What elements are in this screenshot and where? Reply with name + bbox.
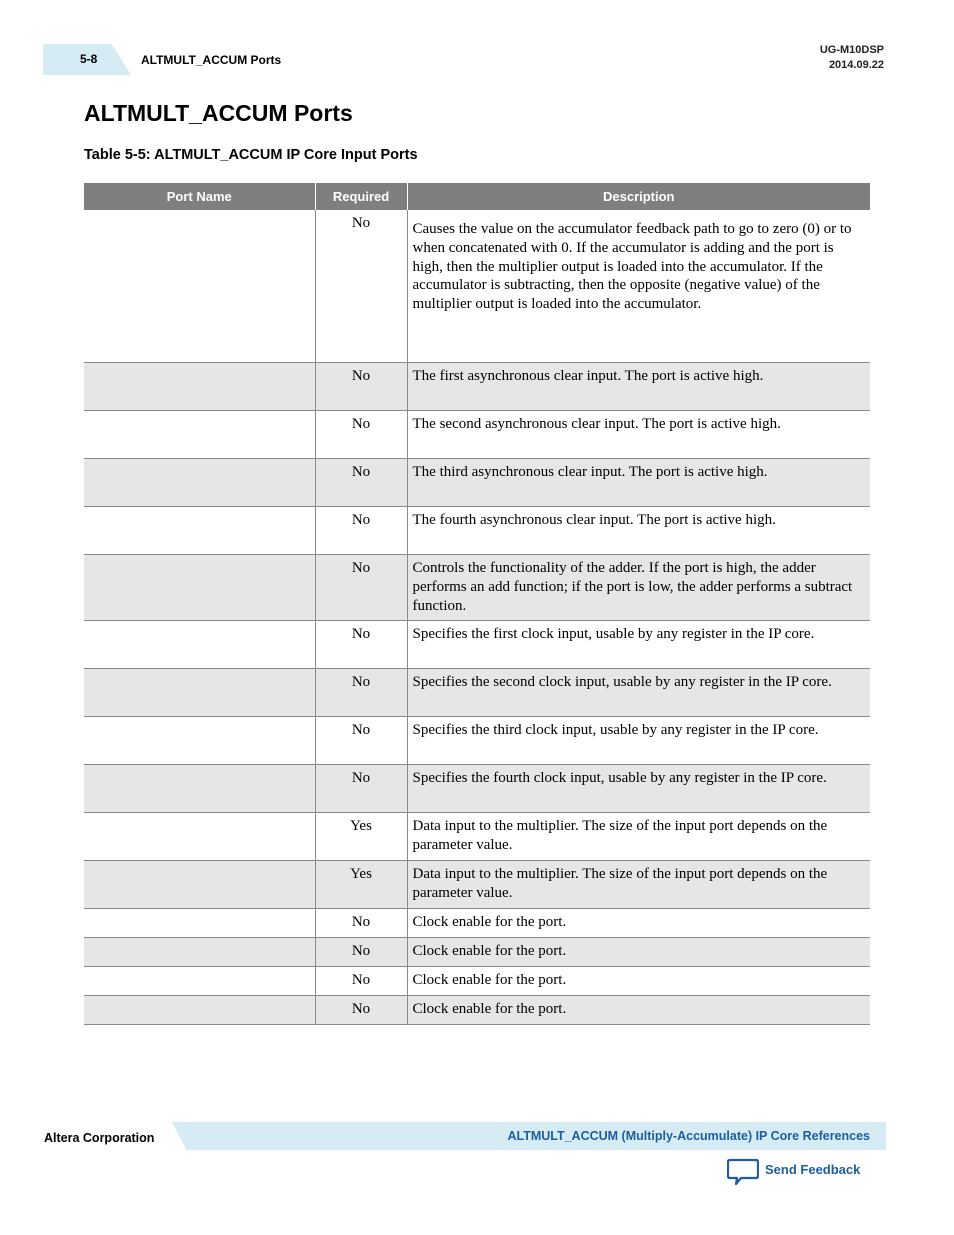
port-name-cell <box>84 861 315 909</box>
send-feedback-link[interactable] <box>727 1158 860 1188</box>
table-header-row <box>84 183 870 210</box>
required-cell: Yes <box>315 813 407 861</box>
required-cell: No <box>315 459 407 507</box>
required-cell: No <box>315 717 407 765</box>
table-row <box>84 210 870 363</box>
table-row <box>84 555 870 621</box>
required-cell: No <box>315 621 407 669</box>
port-name-cell <box>84 996 315 1025</box>
table-caption: Table 5-5: ALTMULT_ACCUM IP Core Input Ports <box>84 147 418 163</box>
required-cell: No <box>315 363 407 411</box>
port-name-cell <box>84 717 315 765</box>
port-name-cell <box>84 621 315 669</box>
required-cell: No <box>315 411 407 459</box>
table-row <box>84 411 870 459</box>
description-cell: Data input to the multiplier. The size of the input port depends on the parameter value. <box>407 813 870 861</box>
header-section-title: ALTMULT_ACCUM Ports <box>141 53 282 67</box>
port-name-cell <box>84 555 315 621</box>
description-cell: Clock enable for the port. <box>407 909 870 938</box>
column-header-port-name: Port Name <box>84 183 315 210</box>
description-cell: Controls the functionality of the adder. If the port is high, the adder performs an add function; if the port is low, the adder performs a subtract function. <box>407 555 870 621</box>
required-cell: No <box>315 967 407 996</box>
footer-company: Altera Corporation <box>44 1131 155 1145</box>
description-cell: The third asynchronous clear input. The port is active high. <box>407 459 870 507</box>
description-cell: Specifies the second clock input, usable by any register in the IP core. <box>407 669 870 717</box>
table-row <box>84 909 870 938</box>
header-doc-info <box>820 43 884 73</box>
port-name-cell <box>84 459 315 507</box>
description-cell: Clock enable for the port. <box>407 938 870 967</box>
required-cell: No <box>315 669 407 717</box>
port-name-cell <box>84 363 315 411</box>
required-cell: Yes <box>315 861 407 909</box>
required-cell: No <box>315 210 407 363</box>
description-cell: Specifies the fourth clock input, usable by any register in the IP core. <box>407 765 870 813</box>
description-cell: Specifies the third clock input, usable by any register in the IP core. <box>407 717 870 765</box>
description-cell: The first asynchronous clear input. The port is active high. <box>407 363 870 411</box>
description-cell: The fourth asynchronous clear input. The port is active high. <box>407 507 870 555</box>
required-cell: No <box>315 507 407 555</box>
table-row <box>84 621 870 669</box>
port-name-cell <box>84 210 315 363</box>
send-feedback-label: Send Feedback <box>765 1162 861 1177</box>
port-name-cell <box>84 909 315 938</box>
page-number: 5-8 <box>80 52 98 66</box>
table-row <box>84 861 870 909</box>
required-cell: No <box>315 909 407 938</box>
description-cell: The second asynchronous clear input. The port is active high. <box>407 411 870 459</box>
port-name-cell <box>84 765 315 813</box>
required-cell: No <box>315 765 407 813</box>
doc-id: UG-M10DSP <box>819 44 884 56</box>
input-ports-table <box>84 183 870 1025</box>
description-cell: Specifies the first clock input, usable by any register in the IP core. <box>407 621 870 669</box>
speech-bubble-icon <box>727 1158 759 1186</box>
table-row <box>84 813 870 861</box>
port-name-cell <box>84 967 315 996</box>
required-cell: No <box>315 938 407 967</box>
table-row <box>84 996 870 1025</box>
port-name-cell <box>84 411 315 459</box>
column-header-required: Required <box>315 183 407 210</box>
required-cell: No <box>315 996 407 1025</box>
doc-date: 2014.09.22 <box>828 59 884 71</box>
table-row <box>84 938 870 967</box>
table-row <box>84 717 870 765</box>
description-cell: Causes the value on the accumulator feedback path to go to zero (0) or to when concatenated with 0. If the accumulator is adding and the port is high, then the multiplier output is loaded into the accumulator. If the accumulator is subtracting, then the opposite (negative value) of the multiplier output is loaded into the accumulator. <box>407 210 870 363</box>
port-name-cell <box>84 938 315 967</box>
required-cell: No <box>315 555 407 621</box>
table-row <box>84 507 870 555</box>
table-row <box>84 669 870 717</box>
table-row <box>84 363 870 411</box>
footer-reference-link[interactable]: ALTMULT_ACCUM (Multiply-Accumulate) IP Core References <box>507 1129 870 1143</box>
table-row <box>84 459 870 507</box>
page-title: ALTMULT_ACCUM Ports <box>84 100 353 126</box>
column-header-description: Description <box>407 183 870 210</box>
port-name-cell <box>84 669 315 717</box>
description-cell: Clock enable for the port. <box>407 967 870 996</box>
description-cell: Clock enable for the port. <box>407 996 870 1025</box>
description-cell: Data input to the multiplier. The size of the input port depends on the parameter value. <box>407 861 870 909</box>
table-row <box>84 967 870 996</box>
table-row <box>84 765 870 813</box>
port-name-cell <box>84 813 315 861</box>
port-name-cell <box>84 507 315 555</box>
